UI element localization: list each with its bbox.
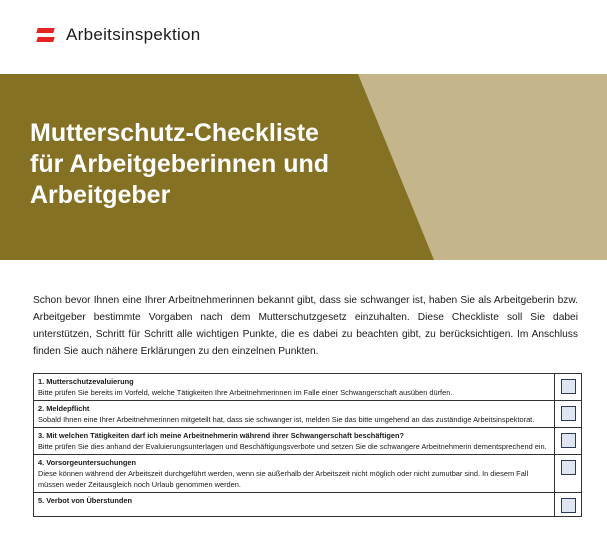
checklist-item-title: 3. Mit welchen Tätigkeiten darf ich meine Arbeitnehmerin während ihrer Schwangerschaft beschäftigen? bbox=[38, 431, 405, 440]
checklist-item-text bbox=[34, 493, 555, 517]
checkbox[interactable] bbox=[561, 406, 576, 421]
checklist-row bbox=[34, 401, 582, 428]
checklist-item-description: Bitte prüfen Sie dies anhand der Evaluierungsunterlagen und Beschäftigungsverbote und setzen Sie die schwangere Arbeitnehmerin dementsprechend ein. bbox=[38, 442, 547, 451]
checkbox-cell bbox=[555, 493, 582, 517]
austria-flag-icon bbox=[37, 27, 54, 43]
checklist-item-text bbox=[34, 428, 555, 455]
brand-name: Arbeitsinspektion bbox=[66, 25, 201, 44]
page-title bbox=[30, 118, 329, 211]
checklist-row bbox=[34, 455, 582, 493]
title-line-1: Mutterschutz-Checkliste bbox=[30, 119, 319, 147]
checkbox-cell bbox=[555, 374, 582, 401]
checkbox[interactable] bbox=[561, 433, 576, 448]
checklist-item-text bbox=[34, 401, 555, 428]
checklist-item-title: 1. Mutterschutzevaluierung bbox=[38, 377, 134, 386]
checklist-item-text bbox=[34, 455, 555, 493]
checklist-row bbox=[34, 374, 582, 401]
checklist-item-description: Sobald Ihnen eine Ihrer Arbeitnehmerinnen mitgeteilt hat, dass sie schwanger ist, melden Sie das bitte umgehend an das zuständige Arbeitsinspektorat. bbox=[38, 415, 535, 424]
checkbox-cell bbox=[555, 455, 582, 493]
title-line-2: für Arbeitgeberinnen und bbox=[30, 150, 330, 178]
logo bbox=[37, 24, 201, 46]
intro-paragraph: Schon bevor Ihnen eine Ihrer Arbeitnehmerinnen bekannt gibt, dass sie schwanger ist, haben Sie als Arbeitgeberin bzw. Arbeitgeber bestimmte Vorgaben nach dem Mutterschutzgesetz einzuhalten. Diese Checkliste soll Sie dabei unterstützen, Schritt für Schritt alle wichtigen Punkte, die es dabei zu beachten gibt, zu berücksichtigen. Im Anschluss finden Sie auch nähere Erklärungen zu den einzelnen Punkten. bbox=[33, 295, 578, 357]
checklist-item-title: 2. Meldepflicht bbox=[38, 404, 90, 413]
checkbox-cell bbox=[555, 401, 582, 428]
checklist-row bbox=[34, 428, 582, 455]
checkbox[interactable] bbox=[561, 379, 576, 394]
checklist-item-title: 4. Vorsorgeuntersuchungen bbox=[38, 458, 137, 467]
checklist-item-description: Bitte prüfen Sie bereits im Vorfeld, welche Tätigkeiten Ihre Arbeitnehmerinnen im Falle einer Schwangerschaft ausüben dürfen. bbox=[38, 388, 453, 397]
checklist-item-title: 5. Verbot von Überstunden bbox=[38, 496, 133, 505]
checklist-item-text bbox=[34, 374, 555, 401]
checkbox[interactable] bbox=[561, 460, 576, 475]
checkbox[interactable] bbox=[561, 498, 576, 513]
checklist-table bbox=[33, 373, 582, 517]
title-line-3: Arbeitgeber bbox=[30, 181, 171, 209]
checkbox-cell bbox=[555, 428, 582, 455]
checklist-item-description: Diese können während der Arbeitszeit durchgeführt werden, wenn sie außerhalb der Arbeitszeit nicht möglich oder nicht zumutbar sind. In diesem Fall müssen weder Zeitausgleich noch Urlaub genommen werden. bbox=[38, 469, 529, 489]
checklist-row bbox=[34, 493, 582, 517]
